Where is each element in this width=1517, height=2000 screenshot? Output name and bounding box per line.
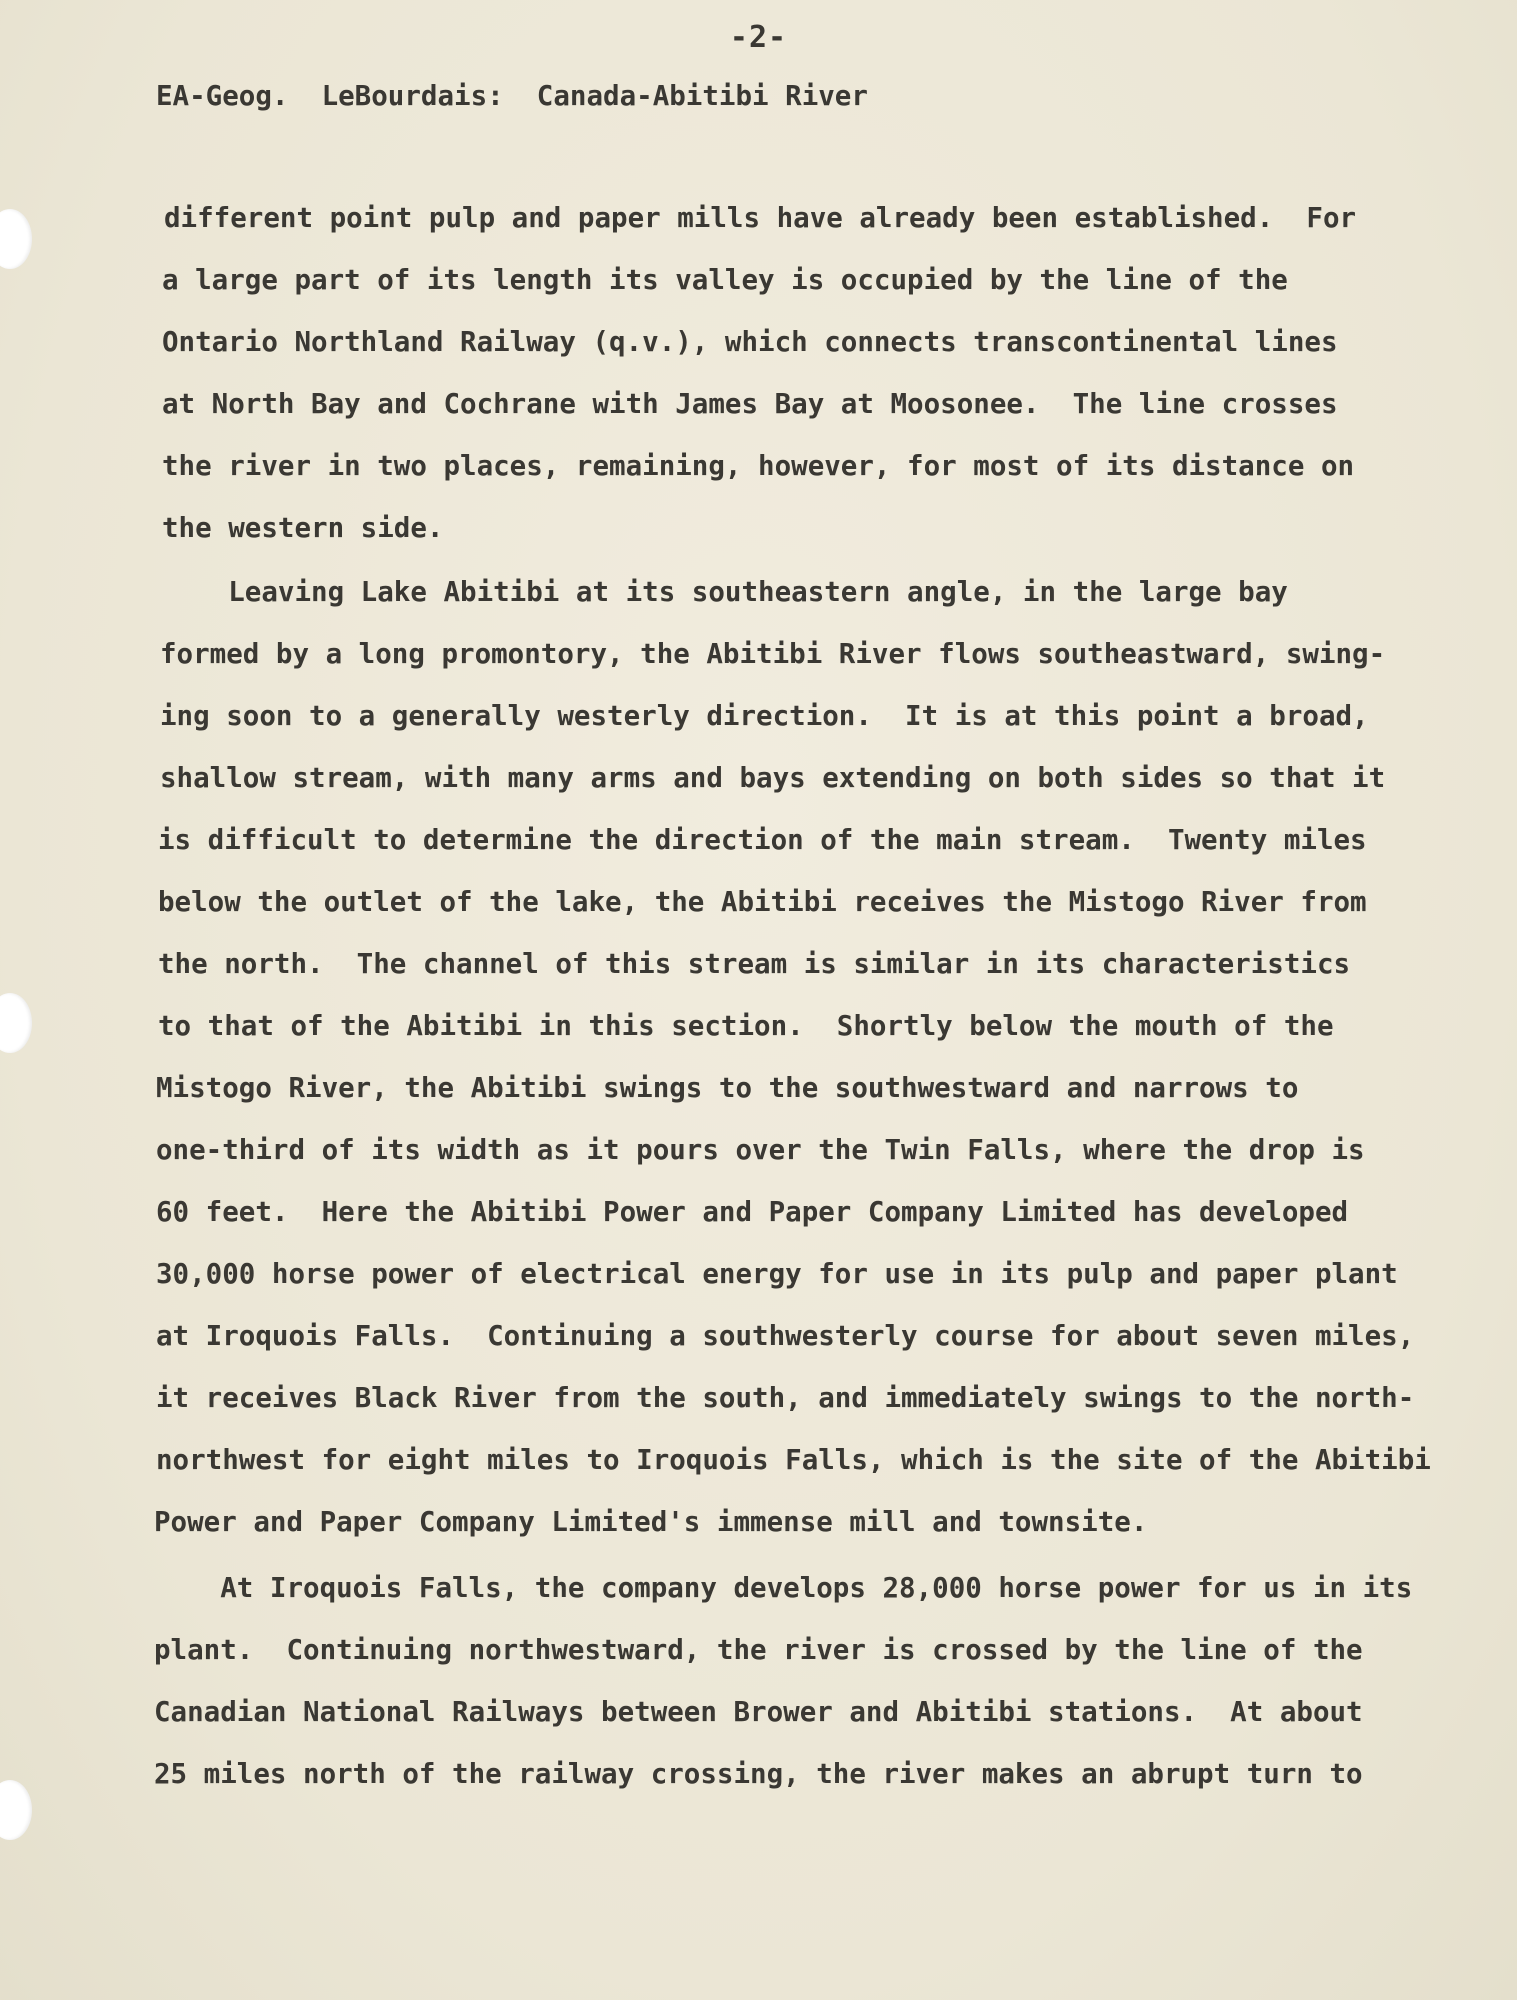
text-line: formed by a long promontory, the Abitibi River flows southeastward, swing- — [160, 638, 1386, 670]
text-line: at Iroquois Falls. Continuing a southwesterly course for about seven miles, — [156, 1320, 1415, 1352]
punch-hole — [0, 1780, 32, 1840]
text-line: 30,000 horse power of electrical energy for use in its pulp and paper plant — [156, 1258, 1398, 1290]
text-line: Mistogo River, the Abitibi swings to the southwestward and narrows to — [156, 1072, 1299, 1104]
text-line: the river in two places, remaining, however, for most of its distance on — [162, 450, 1355, 482]
text-line: shallow stream, with many arms and bays extending on both sides so that it — [160, 762, 1386, 794]
page-number: -2- — [729, 20, 788, 55]
text-line: the north. The channel of this stream is similar in its characteristics — [158, 948, 1351, 980]
punch-hole — [0, 209, 32, 269]
text-line: one-third of its width as it pours over the Twin Falls, where the drop is — [156, 1134, 1365, 1166]
text-line: different point pulp and paper mills have already been established. For — [164, 202, 1357, 234]
text-line: plant. Continuing northwestward, the river is crossed by the line of the — [154, 1634, 1363, 1666]
text-line: ing soon to a generally westerly direction. It is at this point a broad, — [160, 700, 1369, 732]
text-line: Canadian National Railways between Brower and Abitibi stations. At about — [154, 1696, 1363, 1728]
text-line: it receives Black River from the south, and immediately swings to the north- — [156, 1382, 1415, 1414]
text-line: At Iroquois Falls, the company develops 28,000 horse power for us in its — [154, 1572, 1413, 1604]
punch-hole — [0, 993, 32, 1053]
text-line: Leaving Lake Abitibi at its southeastern angle, in the large bay — [162, 576, 1288, 608]
text-line: the western side. — [162, 512, 444, 544]
text-line: northwest for eight miles to Iroquois Falls, which is the site of the Abitibi — [156, 1444, 1431, 1476]
text-line: to that of the Abitibi in this section. Shortly below the mouth of the — [158, 1010, 1334, 1042]
text-line: at North Bay and Cochrane with James Bay at Moosonee. The line crosses — [162, 388, 1338, 420]
text-line: a large part of its length its valley is occupied by the line of the — [162, 264, 1288, 296]
text-line: Power and Paper Company Limited's immense mill and townsite. — [154, 1506, 1148, 1538]
text-line: 60 feet. Here the Abitibi Power and Paper Company Limited has developed — [156, 1196, 1349, 1228]
text-line: Ontario Northland Railway (q.v.), which connects transcontinental lines — [162, 326, 1338, 358]
document-header: EA-Geog. LeBourdais: Canada-Abitibi River — [156, 80, 868, 112]
text-line: below the outlet of the lake, the Abitibi receives the Mistogo River from — [158, 886, 1367, 918]
text-line: 25 miles north of the railway crossing, the river makes an abrupt turn to — [154, 1758, 1363, 1790]
text-line: is difficult to determine the direction of the main stream. Twenty miles — [158, 824, 1367, 856]
